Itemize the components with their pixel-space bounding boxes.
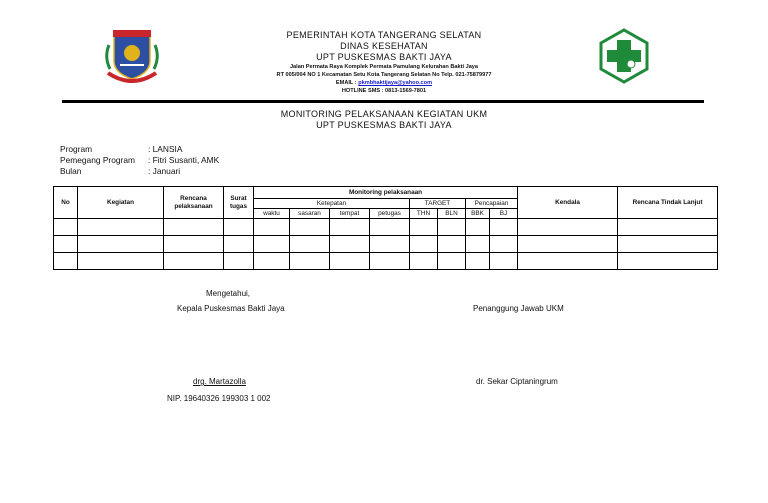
sig-penanggung-title: Penanggung Jawab UKM <box>473 304 564 313</box>
col-sasaran: sasaran <box>290 209 330 219</box>
col-rtl: Rencana Tindak Lanjut <box>618 187 718 219</box>
monitoring-table <box>53 186 718 270</box>
table-row <box>54 253 718 270</box>
sig-name-right: dr. Sekar Ciptaningrum <box>476 377 558 386</box>
info-month-value: : Januari <box>148 166 181 176</box>
table-row <box>54 219 718 236</box>
email-link[interactable]: pkmbhaktijaya@yahoo.com <box>358 80 433 86</box>
header-address-1: Jalan Permata Raya Komplek Permata Pamulang Kelurahan Bakti Jaya <box>289 64 479 70</box>
header-line-1: PEMERINTAH KOTA TANGERANG SELATAN <box>286 30 482 40</box>
col-pencapaian: Pencapaian <box>466 199 518 209</box>
sig-kepala-title: Kepala Puskesmas Bakti Jaya <box>177 304 285 313</box>
col-no: No <box>54 187 78 219</box>
col-petugas: petugas <box>370 209 410 219</box>
info-program <box>60 144 182 154</box>
header-email <box>0 80 768 86</box>
email-label: EMAIL : <box>335 80 359 86</box>
info-month-label: Bulan <box>60 166 82 176</box>
info-holder-label: Pemegang Program <box>60 155 135 165</box>
col-thn: THN <box>410 209 438 219</box>
col-bbk: BBK <box>466 209 490 219</box>
col-rencana: Rencana pelaksanaan <box>164 187 224 219</box>
info-program-label: Program <box>60 144 93 154</box>
col-bj: BJ <box>490 209 518 219</box>
col-monitoring: Monitoring pelaksanaan <box>254 187 518 199</box>
info-holder-value: : Fitri Susanti, AMK <box>148 155 220 165</box>
col-waktu: waktu <box>254 209 290 219</box>
header-hotline: HOTLINE SMS : 0813-1569-7801 <box>341 88 427 94</box>
col-tempat: tempat <box>330 209 370 219</box>
info-holder <box>60 155 219 165</box>
info-month <box>60 166 180 176</box>
col-kegiatan: Kegiatan <box>78 187 164 219</box>
col-target: TARGET <box>410 199 466 209</box>
header-line-2: DINAS KESEHATAN <box>340 41 428 51</box>
col-surat: Surat tugas <box>224 187 254 219</box>
col-kendala: Kendala <box>518 187 618 219</box>
doc-title-2: UPT PUSKESMAS BAKTI JAYA <box>316 120 452 130</box>
col-bln: BLN <box>438 209 466 219</box>
header-divider <box>62 100 704 103</box>
col-ketepatan: Ketepatan <box>254 199 410 209</box>
sig-mengetahui: Mengetahui, <box>206 289 251 298</box>
sig-name-left: drg. Martazolla <box>193 377 246 386</box>
table-row <box>54 236 718 253</box>
doc-title-1: MONITORING PELAKSANAAN KEGIATAN UKM <box>280 109 488 119</box>
header-line-3: UPT PUSKESMAS BAKTI JAYA <box>316 52 452 62</box>
info-program-value: : LANSIA <box>148 144 183 154</box>
header-address-2: RT 005/004 NO 1 Kecamatan Setu Kota Tangerang Selatan No Telp. 021-75879977 <box>276 72 492 78</box>
sig-nip: NIP. 19640326 199303 1 002 <box>167 394 271 403</box>
